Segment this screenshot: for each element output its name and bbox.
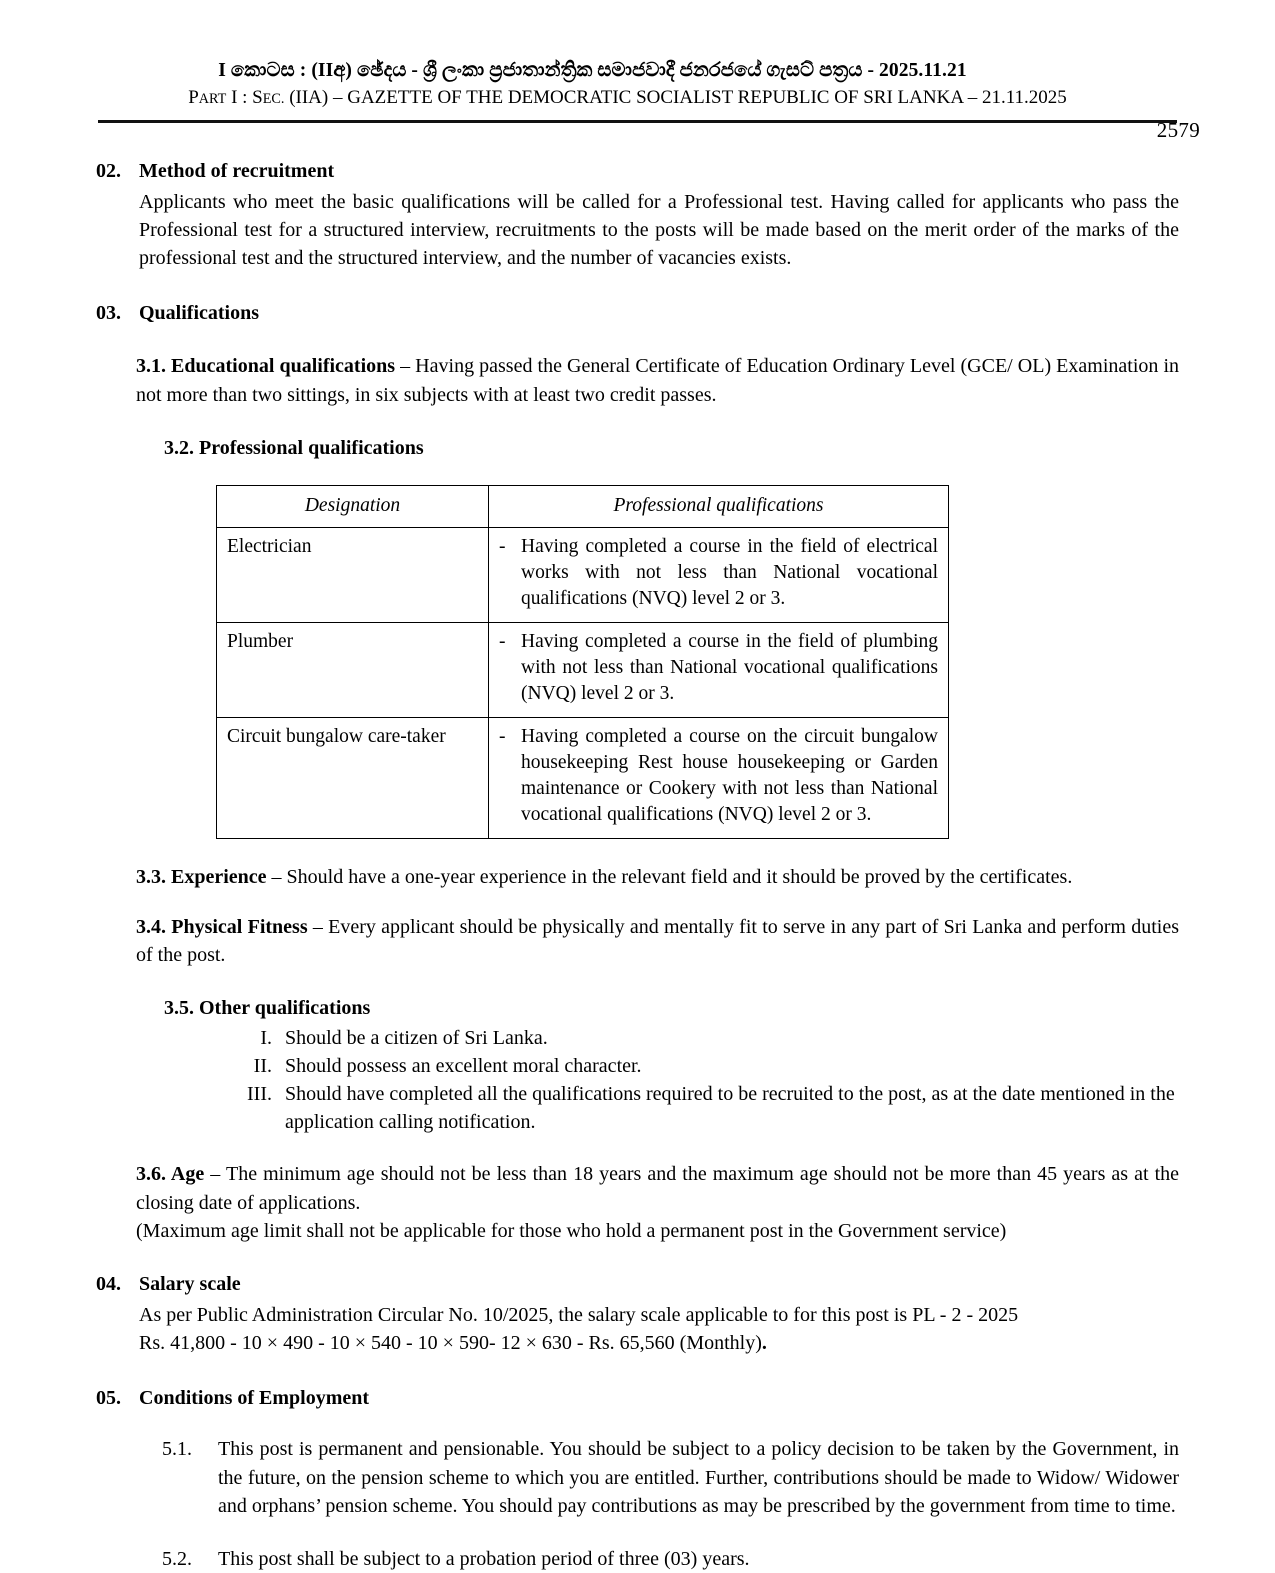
section-02-title: Method of recruitment [139,160,335,182]
list-item-text: Should possess an excellent moral character. [285,1055,642,1078]
subsection-3-5-other-qualifications [96,994,1179,1136]
header-sec-rest: EC. [262,91,285,108]
condition-item-5-1-label: 5.1. [162,1438,192,1461]
section-03-body [139,300,1179,328]
section-05-body [139,1385,1179,1413]
subsection-3-1-text: – Having passed the General Certificate of Education Ordinary Level (GCE/ OL) Examination in not more than two sittings, in six subjects with at least two credit passes. [136,355,1179,406]
subsection-3-3-experience [96,863,1179,891]
subsection-3-6-age [96,1160,1179,1245]
table-cell-designation: Circuit bungalow care-taker [217,717,489,838]
list-item-numeral: I. [260,1027,272,1050]
header-english-tail: (IIA) – GAZETTE OF THE DEMOCRATIC SOCIALIST REPUBLIC OF SRI LANKA – 21.11.2025 [284,87,1067,109]
other-qualifications-list [164,1024,1179,1136]
header-row [0,58,1275,142]
condition-item-5-2-text: This post shall be subject to a probation period of three (03) years. [218,1547,750,1570]
condition-item-5-2-label: 5.2. [162,1547,192,1570]
section-02-paragraph: Applicants who meet the basic qualifications will be called for a Professional test. Having called for applicants who pass the Professional test for a structured interview, recruitments to the posts will be made based on the merit order of the marks of the professional test and the structured interview, and the number of vacancies exists. [139,190,1179,270]
subsection-3-1-label: 3.1. Educational qualifications [136,355,396,378]
subsection-3-4-physical-fitness [96,913,1179,970]
table-cell-qualification [489,717,949,838]
table-cell-qualification-text: Having completed a course in the field of electrical works with not less than National vocational qualifications (NVQ) level 2 or 3. [521,536,938,610]
list-item-numeral: III. [247,1083,272,1106]
list-item [224,1052,1179,1080]
subsection-3-3-label: 3.3. Experience [136,865,267,888]
header-part-initial: P [188,87,199,109]
table-row [217,717,949,838]
bullet-dash-icon: - [499,631,506,653]
section-04-body [139,1271,1179,1357]
section-02-number: 02. [96,160,121,182]
table-cell-qualification-text: Having completed a course on the circuit bungalow housekeeping Rest house housekeeping or Garden maintenance or Cookery with not less than National vocational qualifications (NVQ) level 2 or 3. [521,725,938,825]
section-03-title: Qualifications [139,301,260,324]
subsection-3-5-label: 3.5. Other qualifications [164,996,371,1019]
page-content [0,123,1275,1573]
subsection-3-6-note: (Maximum age limit shall not be applicable for those who hold a permanent post in the Government service) [136,1220,1007,1243]
table-cell-qualification-text: Having completed a course in the field of plumbing with not less than National vocational qualifications (NVQ) level 2 or 3. [521,631,938,705]
table-cell-qualification [489,528,949,623]
salary-scale-value: Rs. 41,800 - 10 × 490 - 10 × 540 - 10 × 590- 12 × 630 - Rs. 65,560 (Monthly) [139,1332,762,1355]
header-roman: I : [226,87,253,109]
professional-qualifications-table [216,485,949,839]
header-part-rest: ART [198,91,227,108]
list-item-text: Should have completed all the qualifications required to be recruited to the post, as at the date mentioned in the application calling notification. [285,1083,1175,1134]
subsection-3-1-educational-qualifications [96,352,1179,409]
section-03-number: 03. [96,301,121,324]
section-05-conditions-of-employment [96,1385,1179,1413]
header-sec-initial: S [252,87,263,109]
subsection-3-6-label: 3.6. Age [136,1163,205,1186]
table-header-designation: Designation [217,485,489,528]
section-02-method-of-recruitment [96,158,1179,273]
section-03-qualifications [96,300,1179,328]
section-05-number: 05. [96,1386,121,1409]
table-header-professional-qualifications: Professional qualifications [489,485,949,528]
section-02-body [139,158,1179,273]
condition-item-5-1 [96,1435,1179,1520]
section-04-number: 04. [96,1273,121,1296]
subsection-3-2-professional-qualifications [96,434,1179,462]
table-row [217,623,949,718]
subsection-3-3-text: – Should have a one-year experience in the relevant field and it should be proved by the certificates. [266,865,1073,888]
list-item [224,1024,1179,1052]
section-04-line-2 [139,1329,1179,1357]
section-04-line-1: As per Public Administration Circular No. 10/2025, the salary scale applicable to for this post is PL - 2 - 2025 [139,1304,1019,1326]
list-item-text: Should be a citizen of Sri Lanka. [285,1027,548,1050]
table-header-row [217,485,949,528]
table-row [217,528,949,623]
page-number: 2579 [1156,118,1200,142]
subsection-3-6-text: – The minimum age should not be less than 18 years and the maximum age should not be more than 45 years as at the closing date of applications. [136,1163,1180,1214]
condition-item-5-1-text: This post is permanent and pensionable. You should be subject to a policy decision to be taken by the Government, in the future, on the pension scheme to which you are entitled. Further, contributions should be made to Widow/ Widower and orphans’ pension scheme. You should pay contributions as may be prescribed by the government from time to time. [218,1438,1179,1518]
table-cell-qualification [489,623,949,718]
table-cell-designation: Plumber [217,623,489,718]
list-item [224,1080,1179,1136]
header-divider-rule [98,120,1177,123]
professional-qualifications-table-wrapper [96,485,1179,839]
bullet-dash-icon: - [499,725,506,747]
section-04-salary-scale [96,1271,1179,1357]
page-header [0,0,1275,142]
header-sinhala-line: I කොටස : (IIඅ) ඡේදය - ශ්‍රී ලංකා ප්‍රජාතාන්ත්‍රික සමාජවාදී ජනරජයේ ගැසට් පත්‍රය - 2025.11.21 [218,60,967,81]
subsection-3-4-text: – Every applicant should be physically and mentally fit to serve in any part of Sri Lanka and perform duties of the post. [136,916,1179,967]
salary-scale-period: . [761,1332,767,1355]
section-04-title: Salary scale [139,1273,241,1296]
condition-item-5-2 [96,1545,1179,1573]
list-item-numeral: II. [253,1055,272,1078]
subsection-3-4-label: 3.4. Physical Fitness [136,916,308,939]
subsection-3-2-label: 3.2. Professional qualifications [164,437,424,460]
header-english-line [0,86,1275,111]
table-cell-designation: Electrician [217,528,489,623]
section-05-title: Conditions of Employment [139,1386,370,1409]
bullet-dash-icon: - [499,536,506,558]
